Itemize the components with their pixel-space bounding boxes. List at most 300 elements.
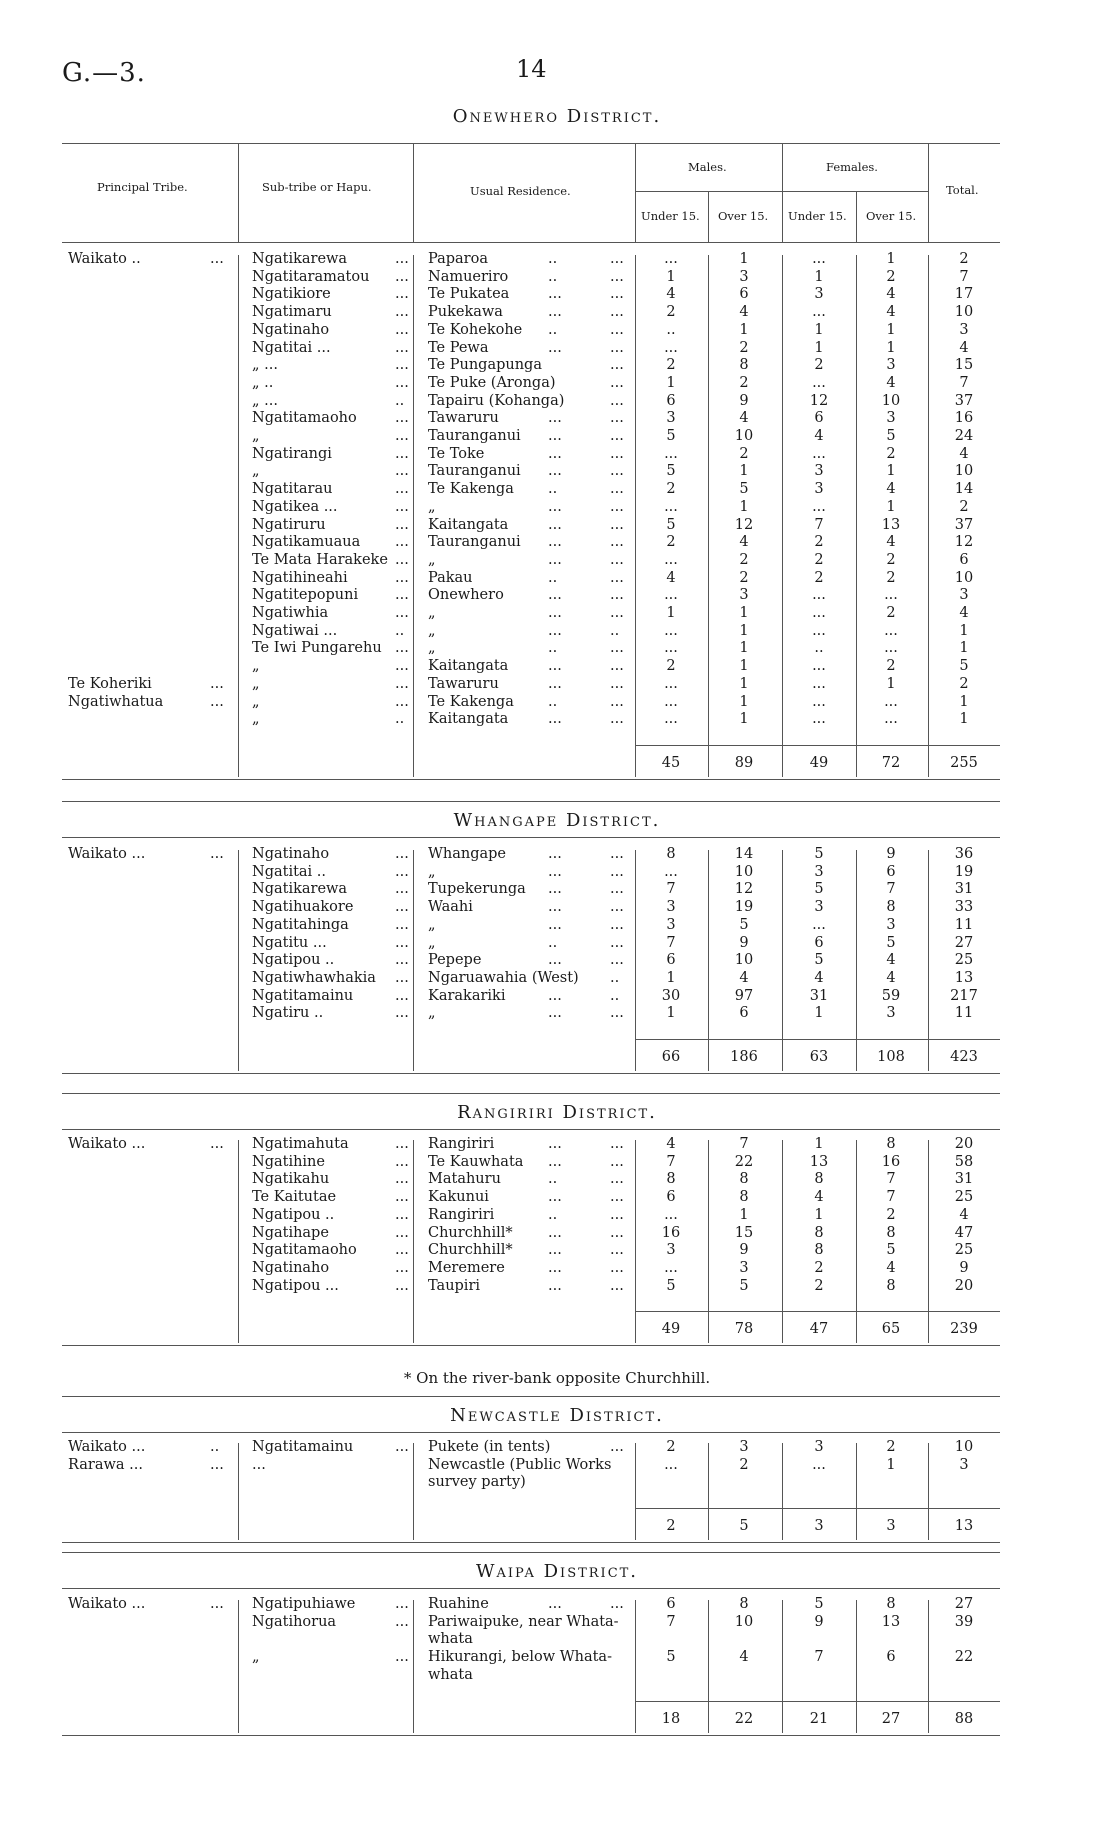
leader-dots: ... bbox=[610, 1171, 624, 1188]
females-under15-cell: 2 bbox=[814, 551, 824, 568]
females-under15-cell: 3 bbox=[814, 463, 824, 480]
column-divider bbox=[928, 850, 929, 1071]
males-under15-total: 45 bbox=[661, 754, 681, 771]
residence-cell: Hikurangi, below Whata- bbox=[428, 1649, 612, 1666]
principal-tribe-cell: Waikato ... bbox=[68, 1596, 146, 1612]
principal-tribe-cell: Rarawa ... bbox=[68, 1456, 143, 1473]
males-under15-cell: 4 bbox=[666, 1136, 676, 1152]
leader-dots: ... bbox=[610, 881, 624, 898]
males-over15-cell: 2 bbox=[739, 1456, 749, 1473]
females-under15-cell: 1 bbox=[814, 268, 824, 285]
males-under15-cell: 6 bbox=[666, 392, 676, 409]
leader-dots: ... bbox=[395, 410, 409, 427]
total-cell: 4 bbox=[959, 1206, 969, 1223]
males-over15-cell: 3 bbox=[739, 268, 749, 285]
subtribe-cell: Ngatitaramatou bbox=[252, 268, 370, 285]
totals-rule bbox=[635, 1508, 1000, 1509]
males-over15-cell: 10 bbox=[734, 428, 754, 444]
total-cell: 16 bbox=[954, 410, 974, 427]
leader-dots: ... bbox=[395, 1136, 409, 1152]
males-over15-cell: 3 bbox=[739, 1439, 749, 1455]
residence-cell: Namueriro bbox=[428, 268, 509, 285]
females-over15-total: 72 bbox=[881, 754, 901, 771]
leader-dots: ... bbox=[548, 899, 562, 916]
females-over15-cell: 10 bbox=[881, 392, 901, 409]
females-under15-cell: 12 bbox=[809, 392, 829, 409]
males-over15-cell: 1 bbox=[739, 463, 749, 480]
females-under15-cell: 2 bbox=[814, 569, 824, 586]
males-under15-cell: 2 bbox=[666, 481, 676, 498]
column-divider bbox=[238, 850, 239, 1071]
residence-cell: Te Pukatea bbox=[428, 286, 510, 303]
column-divider bbox=[782, 1140, 783, 1343]
males-under15-cell: 1 bbox=[666, 268, 676, 285]
females-under15-total: 47 bbox=[809, 1321, 829, 1338]
subtribe-cell: „ bbox=[252, 711, 260, 728]
males-over15-cell: 14 bbox=[734, 846, 754, 862]
leader-dots: ... bbox=[610, 1596, 624, 1612]
leader-dots: ... bbox=[548, 1224, 562, 1241]
leader-dots: .. bbox=[610, 987, 620, 1004]
leader-dots: ... bbox=[548, 1136, 562, 1152]
leader-dots: .. bbox=[548, 481, 558, 498]
leader-dots: ... bbox=[395, 1242, 409, 1259]
females-over15-cell: 2 bbox=[886, 268, 896, 285]
males-under15-cell: 6 bbox=[666, 1596, 676, 1612]
subtribe-cell: Ngatipou .. bbox=[252, 1206, 335, 1223]
subtribe-cell: Ngatitai .. bbox=[252, 863, 327, 880]
males-under15-cell: 7 bbox=[666, 934, 676, 951]
females-under15-cell: 3 bbox=[814, 1439, 824, 1455]
leader-dots: ... bbox=[548, 952, 562, 969]
column-divider bbox=[856, 1140, 857, 1343]
males-under15-cell: 2 bbox=[666, 304, 676, 321]
total-cell: 31 bbox=[954, 881, 974, 898]
leader-dots: ... bbox=[548, 916, 562, 933]
residence-cell: Tupekerunga bbox=[428, 881, 526, 898]
column-header-males: Males. bbox=[688, 160, 727, 174]
subtribe-cell: Te Iwi Pungarehu bbox=[252, 640, 382, 657]
males-over15-cell: 8 bbox=[739, 1171, 749, 1188]
leader-dots: .. bbox=[395, 711, 405, 728]
females-over15-cell: 1 bbox=[886, 321, 896, 338]
males-under15-cell: 7 bbox=[666, 881, 676, 898]
leader-dots: ... bbox=[610, 534, 624, 551]
leader-dots: ... bbox=[610, 321, 624, 338]
females-over15-cell: 2 bbox=[886, 445, 896, 462]
subtribe-cell: Ngatihine bbox=[252, 1153, 325, 1170]
total-cell: 58 bbox=[954, 1153, 974, 1170]
leader-dots: ... bbox=[610, 251, 624, 267]
leader-dots: ... bbox=[610, 1136, 624, 1152]
section-title: Newcastle District. bbox=[450, 1405, 664, 1426]
females-over15-cell: 2 bbox=[886, 658, 896, 675]
males-under15-cell: ... bbox=[664, 1259, 678, 1276]
total-cell: 6 bbox=[959, 551, 969, 568]
leader-dots: ... bbox=[210, 693, 224, 710]
leader-dots: ... bbox=[548, 445, 562, 462]
leader-dots: ... bbox=[610, 863, 624, 880]
females-under15-cell: 8 bbox=[814, 1242, 824, 1259]
leader-dots: ... bbox=[610, 374, 624, 391]
leader-dots: ... bbox=[610, 428, 624, 444]
totals-rule bbox=[635, 745, 1000, 746]
leader-dots: ... bbox=[610, 1259, 624, 1276]
males-under15-cell: ... bbox=[664, 622, 678, 639]
header-bottom-rule bbox=[62, 242, 1000, 243]
subtribe-cell: Ngatiru .. bbox=[252, 1005, 324, 1022]
females-over15-cell: 1 bbox=[886, 1456, 896, 1473]
males-under15-cell: ... bbox=[664, 1456, 678, 1473]
leader-dots: ... bbox=[210, 1596, 224, 1612]
leader-dots: ... bbox=[395, 534, 409, 551]
grand-total: 255 bbox=[950, 754, 978, 771]
subtribe-cell: Ngatitamainu bbox=[252, 1439, 354, 1455]
males-over15-cell: 22 bbox=[734, 1153, 754, 1170]
subtribe-cell: Ngatitamaoho bbox=[252, 1242, 357, 1259]
females-under15-cell: ... bbox=[812, 498, 826, 515]
leader-dots: ... bbox=[395, 445, 409, 462]
subtribe-cell: Ngatikarewa bbox=[252, 251, 348, 267]
females-over15-cell: 4 bbox=[886, 374, 896, 391]
subtribe-cell: Ngatirangi bbox=[252, 445, 332, 462]
column-divider bbox=[782, 1443, 783, 1540]
leader-dots: ... bbox=[548, 987, 562, 1004]
total-cell: 3 bbox=[959, 321, 969, 338]
females-over15-cell: ... bbox=[884, 640, 898, 657]
total-cell: 11 bbox=[954, 916, 974, 933]
males-under15-total: 18 bbox=[661, 1710, 681, 1727]
section-title: Onewhero District. bbox=[452, 106, 662, 127]
males-under15-cell: 5 bbox=[666, 428, 676, 444]
subtribe-cell: Ngatitu ... bbox=[252, 934, 327, 951]
total-cell: 37 bbox=[954, 392, 974, 409]
males-under15-total: 66 bbox=[661, 1049, 681, 1065]
males-under15-cell: ... bbox=[664, 640, 678, 657]
residence-cell: „ bbox=[428, 863, 436, 880]
subtribe-cell: Ngatihineahi bbox=[252, 569, 348, 586]
column-divider bbox=[708, 1443, 709, 1540]
leader-dots: ... bbox=[548, 1005, 562, 1022]
females-under15-cell: 7 bbox=[814, 516, 824, 533]
females-over15-cell: 5 bbox=[886, 428, 896, 444]
residence-cell: „ bbox=[428, 1005, 436, 1022]
total-cell: 3 bbox=[959, 1456, 969, 1473]
leader-dots: ... bbox=[610, 410, 624, 427]
males-over15-cell: 2 bbox=[739, 551, 749, 568]
total-cell: 4 bbox=[959, 605, 969, 621]
subtribe-cell: Ngatitamaoho bbox=[252, 410, 357, 427]
males-over15-cell: 10 bbox=[734, 952, 754, 969]
leader-dots: ... bbox=[395, 251, 409, 267]
males-under15-total: 2 bbox=[666, 1518, 676, 1535]
males-under15-total: 49 bbox=[661, 1321, 681, 1338]
leader-dots: ... bbox=[210, 1456, 224, 1473]
subtribe-cell: Ngatiruru bbox=[252, 516, 326, 533]
column-header-residence: Usual Residence. bbox=[470, 184, 571, 198]
leader-dots: ... bbox=[610, 357, 624, 374]
females-under15-cell: 2 bbox=[814, 1277, 824, 1294]
principal-tribe-cell: Ngatiwhatua bbox=[68, 693, 164, 710]
column-divider bbox=[708, 1600, 709, 1733]
residence-cell: whata bbox=[428, 1666, 473, 1683]
leader-dots: ... bbox=[395, 551, 409, 568]
females-over15-cell: 1 bbox=[886, 463, 896, 480]
section-title: Waipa District. bbox=[475, 1561, 639, 1582]
leader-dots: ... bbox=[548, 1277, 562, 1294]
leader-dots: ... bbox=[395, 498, 409, 515]
leader-dots: ... bbox=[610, 481, 624, 498]
subtribe-cell: Ngatipou ... bbox=[252, 1277, 339, 1294]
total-cell: 1 bbox=[959, 640, 969, 657]
subtribe-cell: Ngatikahu bbox=[252, 1171, 330, 1188]
leader-dots: ... bbox=[610, 916, 624, 933]
leader-dots: .. bbox=[548, 569, 558, 586]
males-under15-cell: 4 bbox=[666, 569, 676, 586]
leader-dots: ... bbox=[610, 605, 624, 621]
leader-dots: ... bbox=[548, 1596, 562, 1612]
leader-dots: ... bbox=[610, 1224, 624, 1241]
column-header-females: Females. bbox=[826, 160, 878, 174]
males-under15-cell: 1 bbox=[666, 374, 676, 391]
leader-dots: ... bbox=[548, 534, 562, 551]
residence-cell: Tauranganui bbox=[428, 428, 521, 444]
females-over15-cell: 2 bbox=[886, 551, 896, 568]
residence-cell: „ bbox=[428, 934, 436, 951]
leader-dots: ... bbox=[548, 605, 562, 621]
leader-dots: ... bbox=[548, 587, 562, 604]
females-under15-cell: 4 bbox=[814, 428, 824, 444]
females-over15-cell: 13 bbox=[881, 1613, 901, 1630]
leader-dots: ... bbox=[395, 1153, 409, 1170]
leader-dots: ... bbox=[610, 934, 624, 951]
males-over15-cell: 19 bbox=[734, 899, 754, 916]
leader-dots: ... bbox=[610, 463, 624, 480]
males-over15-cell: 7 bbox=[739, 1136, 749, 1152]
females-under15-cell: 31 bbox=[809, 987, 829, 1004]
males-under15-cell: ... bbox=[664, 445, 678, 462]
females-under15-cell: 5 bbox=[814, 952, 824, 969]
leader-dots: ... bbox=[395, 516, 409, 533]
males-under15-cell: 2 bbox=[666, 1439, 676, 1455]
males-over15-cell: 4 bbox=[739, 304, 749, 321]
leader-dots: ... bbox=[395, 463, 409, 480]
residence-cell: „ bbox=[428, 498, 436, 515]
males-over15-cell: 8 bbox=[739, 357, 749, 374]
leader-dots: .. bbox=[548, 1206, 558, 1223]
females-over15-cell: 5 bbox=[886, 1242, 896, 1259]
males-under15-cell: ... bbox=[664, 711, 678, 728]
subtribe-cell: Ngatitarau bbox=[252, 481, 333, 498]
subtribe-cell: Ngatiwai ... bbox=[252, 622, 338, 639]
total-cell: 4 bbox=[959, 445, 969, 462]
males-over15-cell: 2 bbox=[739, 374, 749, 391]
residence-cell: Pepepe bbox=[428, 952, 482, 969]
females-under15-cell: ... bbox=[812, 711, 826, 728]
females-under15-cell: ... bbox=[812, 658, 826, 675]
residence-cell: Te Kakenga bbox=[428, 481, 514, 498]
leader-dots: ... bbox=[395, 969, 409, 986]
males-under15-cell: 3 bbox=[666, 899, 676, 916]
leader-dots: ... bbox=[395, 357, 409, 374]
males-over15-cell: 3 bbox=[739, 587, 749, 604]
residence-cell: „ bbox=[428, 551, 436, 568]
leader-dots: ... bbox=[610, 516, 624, 533]
females-under15-cell: ... bbox=[812, 916, 826, 933]
leader-dots: ... bbox=[610, 1189, 624, 1206]
females-over15-cell: 2 bbox=[886, 569, 896, 586]
leader-dots: ... bbox=[395, 934, 409, 951]
females-over15-cell: 3 bbox=[886, 1005, 896, 1022]
residence-cell: survey party) bbox=[428, 1474, 526, 1491]
grand-total: 423 bbox=[950, 1049, 978, 1065]
total-cell: 10 bbox=[954, 569, 974, 586]
column-divider bbox=[708, 850, 709, 1071]
subtribe-cell: „ bbox=[252, 1649, 260, 1666]
leader-dots: ... bbox=[395, 1224, 409, 1241]
females-under15-cell: ... bbox=[812, 304, 826, 321]
leader-dots: ... bbox=[548, 286, 562, 303]
column-header-males-over15: Over 15. bbox=[718, 209, 769, 223]
females-under15-total: 63 bbox=[809, 1049, 829, 1065]
males-over15-cell: 4 bbox=[739, 969, 749, 986]
residence-cell: Karakariki bbox=[428, 987, 506, 1004]
males-under15-cell: 2 bbox=[666, 658, 676, 675]
leader-dots: ... bbox=[395, 899, 409, 916]
females-over15-total: 108 bbox=[877, 1049, 905, 1065]
section-title-rule bbox=[62, 837, 1000, 838]
females-under15-cell: ... bbox=[812, 622, 826, 639]
females-under15-cell: ... bbox=[812, 1456, 826, 1473]
residence-cell: Meremere bbox=[428, 1259, 505, 1276]
females-over15-cell: 1 bbox=[886, 675, 896, 692]
leader-dots: ... bbox=[610, 1153, 624, 1170]
residence-cell: Pukekawa bbox=[428, 304, 503, 321]
total-cell: 20 bbox=[954, 1277, 974, 1294]
females-under15-cell: 1 bbox=[814, 321, 824, 338]
total-cell: 3 bbox=[959, 587, 969, 604]
males-over15-total: 22 bbox=[734, 1710, 754, 1727]
column-header-males-under15: Under 15. bbox=[641, 209, 700, 223]
males-over15-cell: 1 bbox=[739, 693, 749, 710]
total-cell: 27 bbox=[954, 1596, 974, 1612]
column-divider bbox=[238, 1600, 239, 1733]
section-bottom-rule bbox=[62, 1735, 1000, 1736]
subtribe-cell: „ bbox=[252, 658, 260, 675]
females-under15-cell: ... bbox=[812, 587, 826, 604]
leader-dots: ... bbox=[610, 640, 624, 657]
leader-dots: .. bbox=[210, 1439, 220, 1455]
total-cell: 10 bbox=[954, 1439, 974, 1455]
residence-cell: whata bbox=[428, 1631, 473, 1648]
subtribe-cell: Ngatikiore bbox=[252, 286, 331, 303]
females-over15-cell: 13 bbox=[881, 516, 901, 533]
males-under15-cell: ... bbox=[664, 693, 678, 710]
total-cell: 15 bbox=[954, 357, 974, 374]
females-over15-cell: 8 bbox=[886, 899, 896, 916]
total-cell: 2 bbox=[959, 251, 969, 267]
footnote: * On the river-bank opposite Churchhill. bbox=[403, 1369, 711, 1387]
females-under15-cell: ... bbox=[812, 693, 826, 710]
females-over15-total: 65 bbox=[881, 1321, 901, 1338]
total-cell: 25 bbox=[954, 1242, 974, 1259]
leader-dots: ... bbox=[395, 374, 409, 391]
column-divider bbox=[782, 1600, 783, 1733]
males-over15-cell: 12 bbox=[734, 881, 754, 898]
leader-dots: ... bbox=[610, 675, 624, 692]
leader-dots: ... bbox=[395, 286, 409, 303]
leader-dots: ... bbox=[610, 1277, 624, 1294]
females-over15-cell: 7 bbox=[886, 881, 896, 898]
leader-dots: ... bbox=[610, 286, 624, 303]
leader-dots: ... bbox=[610, 304, 624, 321]
males-over15-cell: 97 bbox=[734, 987, 754, 1004]
females-over15-cell: 4 bbox=[886, 304, 896, 321]
leader-dots: ... bbox=[210, 251, 224, 267]
column-divider bbox=[928, 143, 929, 242]
males-under15-cell: 3 bbox=[666, 916, 676, 933]
total-cell: 1 bbox=[959, 622, 969, 639]
principal-tribe-cell: Waikato .. bbox=[68, 251, 141, 267]
leader-dots: ... bbox=[548, 658, 562, 675]
leader-dots: .. bbox=[548, 251, 558, 267]
males-under15-cell: 5 bbox=[666, 1649, 676, 1666]
leader-dots: ... bbox=[548, 339, 562, 356]
section-bottom-rule bbox=[62, 1542, 1000, 1543]
leader-dots: .. bbox=[610, 622, 620, 639]
leader-dots: .. bbox=[548, 268, 558, 285]
leader-dots: ... bbox=[610, 846, 624, 862]
residence-cell: Kakunui bbox=[428, 1189, 489, 1206]
males-over15-cell: 4 bbox=[739, 534, 749, 551]
section-bottom-rule bbox=[62, 779, 1000, 780]
females-under15-cell: 5 bbox=[814, 881, 824, 898]
leader-dots: ... bbox=[395, 481, 409, 498]
leader-dots: .. bbox=[548, 934, 558, 951]
males-under15-cell: 6 bbox=[666, 1189, 676, 1206]
females-under15-total: 49 bbox=[809, 754, 829, 771]
total-cell: 7 bbox=[959, 268, 969, 285]
males-under15-cell: ... bbox=[664, 339, 678, 356]
males-under15-cell: 1 bbox=[666, 605, 676, 621]
females-over15-total: 3 bbox=[886, 1518, 896, 1535]
males-over15-cell: 10 bbox=[734, 863, 754, 880]
females-under15-cell: 1 bbox=[814, 339, 824, 356]
males-under15-cell: 4 bbox=[666, 286, 676, 303]
column-header-females-under15: Under 15. bbox=[788, 209, 847, 223]
section-title: Rangiriri District. bbox=[457, 1102, 657, 1123]
males-under15-cell: ... bbox=[664, 551, 678, 568]
column-divider bbox=[708, 255, 709, 777]
subtribe-cell: Ngatitepopuni bbox=[252, 587, 359, 604]
residence-cell: Tapairu (Kohanga) bbox=[428, 392, 565, 409]
females-under15-cell: 5 bbox=[814, 846, 824, 862]
leader-dots: ... bbox=[395, 339, 409, 356]
subtribe-cell: Ngatipou .. bbox=[252, 952, 335, 969]
subtribe-cell: „ bbox=[252, 428, 260, 444]
males-under15-cell: 3 bbox=[666, 410, 676, 427]
page-code: G.—3. bbox=[62, 58, 146, 88]
leader-dots: ... bbox=[610, 711, 624, 728]
total-cell: 19 bbox=[954, 863, 974, 880]
males-over15-cell: 15 bbox=[734, 1224, 754, 1241]
grand-total: 88 bbox=[954, 1710, 974, 1727]
column-divider bbox=[413, 255, 414, 777]
total-cell: 27 bbox=[954, 934, 974, 951]
males-over15-total: 186 bbox=[730, 1049, 758, 1065]
section-top-rule bbox=[62, 1093, 1000, 1094]
females-under15-cell: 4 bbox=[814, 969, 824, 986]
